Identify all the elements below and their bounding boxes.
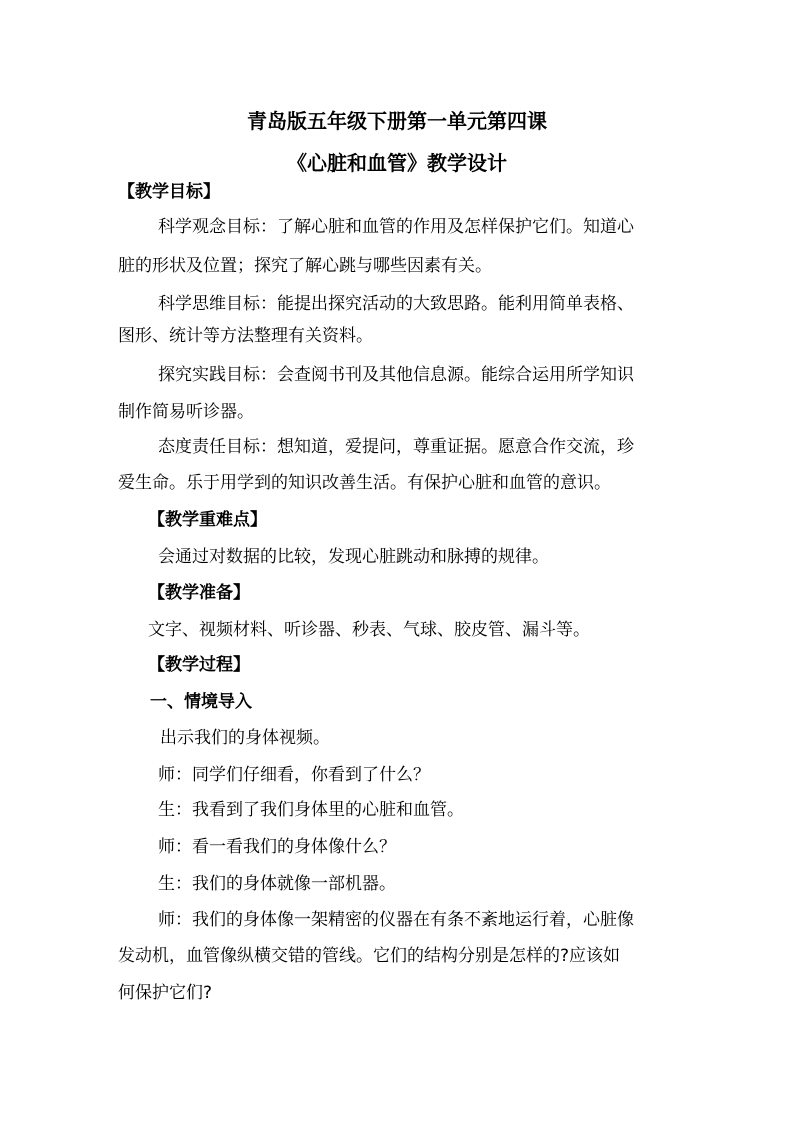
section-1-title: 一、情境导入	[150, 692, 252, 712]
preparation-heading: 【教学准备】	[148, 583, 250, 603]
process-line-3: 生：我看到了我们身体里的心脏和血管。	[158, 800, 464, 820]
document-subtitle: 《心脏和血管》教学设计	[287, 151, 507, 175]
objectives-heading: 【教学目标】	[118, 182, 220, 202]
process-line-1: 出示我们的身体视频。	[160, 728, 330, 748]
process-line-2: 师：同学们仔细看，你看到了什么？	[158, 765, 430, 785]
process-line-6: 师：我们的身体像一架精密的仪器在有条不紊地运行着，心脏像	[158, 910, 634, 930]
science-thinking-line-1: 科学思维目标：能提出探究活动的大致思路。能利用简单表格、	[158, 294, 634, 314]
process-line-5: 生：我们的身体就像一部机器。	[158, 874, 396, 894]
key-points-text: 会通过对数据的比较，发现心脏跳动和脉搏的规律。	[158, 547, 549, 567]
science-concept-line-2: 脏的形状及位置；探究了解心跳与哪些因素有关。	[118, 256, 492, 276]
attitude-line-1: 态度责任目标：想知道，爱提问，尊重证据。愿意合作交流，珍	[158, 437, 634, 457]
science-thinking-line-2: 图形、统计等方法整理有关资料。	[118, 326, 373, 346]
inquiry-practice-line-2: 制作简易听诊器。	[118, 402, 254, 422]
process-line-4: 师：看一看我们的身体像什么？	[158, 837, 396, 857]
science-concept-line-1: 科学观念目标：了解心脏和血管的作用及怎样保护它们。知道心	[158, 217, 634, 237]
document-title: 青岛版五年级下册第一单元第四课	[247, 109, 547, 133]
key-points-heading: 【教学重难点】	[148, 510, 267, 530]
preparation-text: 文字、视频材料、听诊器、秒表、气球、胶皮管、漏斗等。	[148, 620, 590, 640]
process-heading: 【教学过程】	[148, 655, 250, 675]
inquiry-practice-line-1: 探究实践目标：会查阅书刊及其他信息源。能综合运用所学知识	[158, 365, 634, 385]
process-line-8: 何保护它们?	[118, 983, 213, 1003]
process-line-7: 发动机，血管像纵横交错的管线。它们的结构分别是怎样的?应该如	[118, 946, 621, 966]
attitude-line-2: 爱生命。乐于用学到的知识改善生活。有保护心脏和血管的意识。	[118, 473, 611, 493]
